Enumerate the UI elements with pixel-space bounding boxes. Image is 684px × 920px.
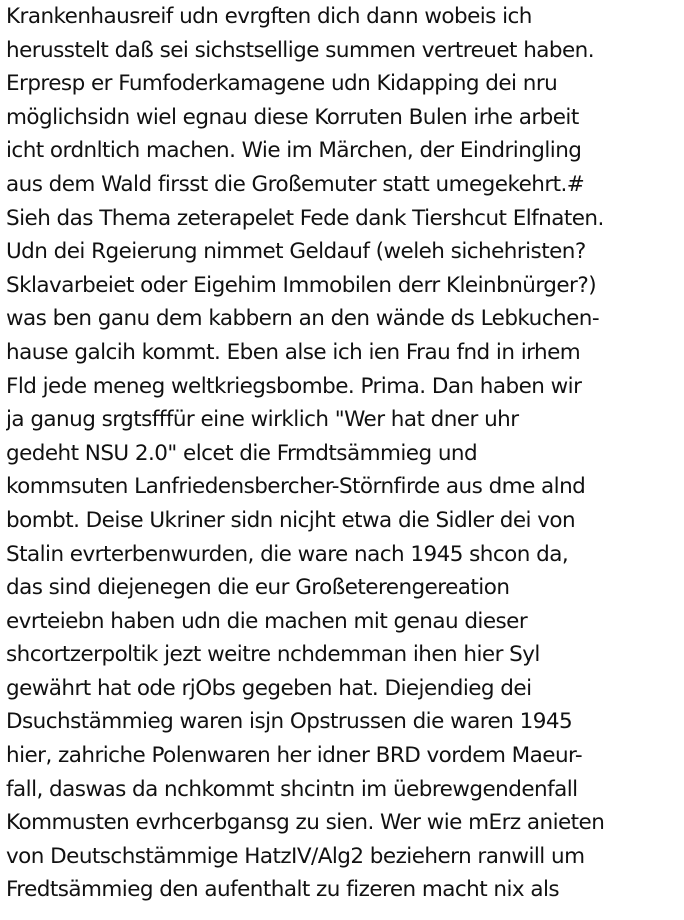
text-line: Kommusten evrhcerbgansg zu sien. Wer wie mErz anieten xyxy=(6,810,605,836)
text-line: Udn dei Rgeierung nimmet Geldauf (weleh sichehristen? xyxy=(6,239,586,265)
text-line: ja ganug srgtsfffür eine wirklich "Wer hat dner uhr xyxy=(6,407,519,433)
text-line: gewährt hat ode rjObs gegeben hat. Diejendieg dei xyxy=(6,675,532,701)
text-line: kommsuten Lanfriedensbercher-Störnfirde aus dme alnd xyxy=(6,474,586,500)
text-line: hause galcih kommt. Eben alse ich ien Frau fnd in irhem xyxy=(6,339,581,365)
text-line: das sind diejenegen die eur Großeterengereation xyxy=(6,575,510,601)
text-line: aus dem Wald firsst die Großemuter statt umegekehrt.# xyxy=(6,171,585,197)
text-line: Krankenhausreif udn evrgften dich dann wobeis ich xyxy=(6,4,532,29)
text-line: möglichsidn wiel egnau diese Korruten Bulen irhe arbeit xyxy=(6,104,579,130)
text-line: icht ordnltich machen. Wie im Märchen, der Eindringling xyxy=(6,138,582,164)
text-line: bombt. Deise Ukriner sidn nicjht etwa die Sidler dei von xyxy=(6,507,576,533)
text-line: herusstelt daß sei sichstsellige summen vertreuet haben. xyxy=(6,37,595,63)
text-line: was ben ganu dem kabbern an den wände ds Lebkuchen- xyxy=(6,306,600,332)
text-line: Fld jede meneg weltkriegsbombe. Prima. Dan haben wir xyxy=(6,373,582,399)
text-line: shcortzerpoltik jezt weitre nchdemman ihen hier Syl xyxy=(6,642,540,668)
text-line: von Deutschstämmige HatzIV/Alg2 beziehern ranwill um xyxy=(6,843,585,869)
text-line: evrteiebn haben udn die machen mit genau dieser xyxy=(6,608,528,634)
text-line: Stalin evrterbenwurden, die ware nach 1945 shcon da, xyxy=(6,541,569,567)
text-line: Erpresp er Fumfoderkamagene udn Kidapping dei nru xyxy=(6,71,558,97)
text-line: Dsuchstämmieg waren isjn Opstrussen die waren 1945 xyxy=(6,709,573,735)
text-block xyxy=(6,0,684,907)
text-line: Sieh das Thema zeterapelet Fede dank Tiershcut Elfnaten. xyxy=(6,205,604,231)
text-line: gedeht NSU 2.0" elcet die Frmdtsämmieg und xyxy=(6,440,478,466)
text-line: fall, daswas da nchkommt shcintn im üebrewgendenfall xyxy=(6,776,578,802)
text-line: Fredtsämmieg den aufenthalt zu fizeren macht nix als xyxy=(6,877,560,903)
text-line: Sklavarbeiet oder Eigehim Immobilen derr Kleinbnürger?) xyxy=(6,272,597,298)
text-line: hier, zahriche Polenwaren her idner BRD vordem Maeur- xyxy=(6,743,583,769)
